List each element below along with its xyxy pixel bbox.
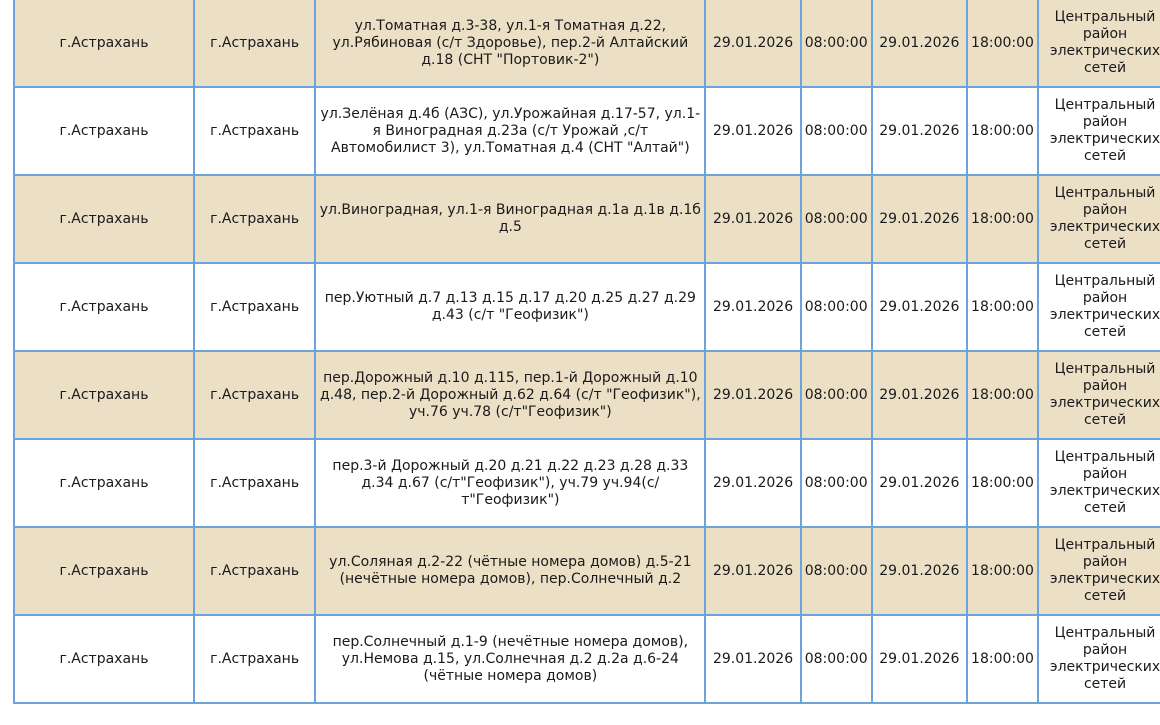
table-row bbox=[14, 263, 1160, 351]
city-cell: г.Астрахань bbox=[14, 0, 194, 87]
end-time-cell: 18:00:00 bbox=[967, 0, 1038, 87]
address-cell: пер.Дорожный д.10 д.115, пер.1-й Дорожный д.10 д.48, пер.2-й Дорожный д.62 д.64 (с/т "Геофизик"), уч.76 уч.78 (с/т"Геофизик") bbox=[315, 351, 705, 439]
address-cell: пер.3-й Дорожный д.20 д.21 д.22 д.23 д.28 д.33 д.34 д.67 (с/т"Геофизик"), уч.79 уч.94(с/т"Геофизик") bbox=[315, 439, 705, 527]
end-time-cell: 18:00:00 bbox=[967, 87, 1038, 175]
start-time-cell: 08:00:00 bbox=[801, 87, 872, 175]
end-time-cell: 18:00:00 bbox=[967, 351, 1038, 439]
address-cell: ул.Зелёная д.4б (АЗС), ул.Урожайная д.17-57, ул.1-я Виноградная д.23а (с/т Урожай ,с/т Автомобилист 3), ул.Томатная д.4 (СНТ "Алтай") bbox=[315, 87, 705, 175]
start-time-cell: 08:00:00 bbox=[801, 175, 872, 263]
start-date-cell: 29.01.2026 bbox=[705, 87, 800, 175]
start-date-cell: 29.01.2026 bbox=[705, 615, 800, 703]
start-time-cell: 08:00:00 bbox=[801, 527, 872, 615]
locality-cell: г.Астрахань bbox=[194, 263, 315, 351]
district-cell: Центральный район электрических сетей bbox=[1038, 263, 1160, 351]
start-date-cell: 29.01.2026 bbox=[705, 527, 800, 615]
district-cell: Центральный район электрических сетей bbox=[1038, 175, 1160, 263]
end-date-cell: 29.01.2026 bbox=[872, 0, 967, 87]
table-row bbox=[14, 439, 1160, 527]
start-time-cell: 08:00:00 bbox=[801, 615, 872, 703]
end-date-cell: 29.01.2026 bbox=[872, 175, 967, 263]
district-cell: Центральный район электрических сетей bbox=[1038, 87, 1160, 175]
table-row bbox=[14, 175, 1160, 263]
locality-cell: г.Астрахань bbox=[194, 0, 315, 87]
locality-cell: г.Астрахань bbox=[194, 351, 315, 439]
locality-cell: г.Астрахань bbox=[194, 175, 315, 263]
start-date-cell: 29.01.2026 bbox=[705, 175, 800, 263]
end-date-cell: 29.01.2026 bbox=[872, 439, 967, 527]
start-time-cell: 08:00:00 bbox=[801, 263, 872, 351]
end-time-cell: 18:00:00 bbox=[967, 263, 1038, 351]
address-cell: ул.Томатная д.3-38, ул.1-я Томатная д.22, ул.Рябиновая (с/т Здоровье), пер.2-й Алтайский д.18 (СНТ "Портовик-2") bbox=[315, 0, 705, 87]
end-date-cell: 29.01.2026 bbox=[872, 263, 967, 351]
table-row bbox=[14, 0, 1160, 87]
district-cell: Центральный район электрических сетей bbox=[1038, 0, 1160, 87]
start-time-cell: 08:00:00 bbox=[801, 0, 872, 87]
table-row bbox=[14, 351, 1160, 439]
start-time-cell: 08:00:00 bbox=[801, 439, 872, 527]
city-cell: г.Астрахань bbox=[14, 351, 194, 439]
address-cell: ул.Виноградная, ул.1-я Виноградная д.1а д.1в д.1б д.5 bbox=[315, 175, 705, 263]
locality-cell: г.Астрахань bbox=[194, 615, 315, 703]
city-cell: г.Астрахань bbox=[14, 175, 194, 263]
end-time-cell: 18:00:00 bbox=[967, 527, 1038, 615]
locality-cell: г.Астрахань bbox=[194, 439, 315, 527]
outage-schedule-table bbox=[13, 0, 1160, 704]
city-cell: г.Астрахань bbox=[14, 527, 194, 615]
city-cell: г.Астрахань bbox=[14, 263, 194, 351]
city-cell: г.Астрахань bbox=[14, 439, 194, 527]
address-cell: пер.Солнечный д.1-9 (нечётные номера домов), ул.Немова д.15, ул.Солнечная д.2 д.2а д.6-24 (чётные номера домов) bbox=[315, 615, 705, 703]
district-cell: Центральный район электрических сетей bbox=[1038, 439, 1160, 527]
end-time-cell: 18:00:00 bbox=[967, 439, 1038, 527]
end-time-cell: 18:00:00 bbox=[967, 175, 1038, 263]
table-row bbox=[14, 615, 1160, 703]
city-cell: г.Астрахань bbox=[14, 87, 194, 175]
start-date-cell: 29.01.2026 bbox=[705, 0, 800, 87]
address-cell: пер.Уютный д.7 д.13 д.15 д.17 д.20 д.25 д.27 д.29 д.43 (с/т "Геофизик") bbox=[315, 263, 705, 351]
table-row bbox=[14, 527, 1160, 615]
end-time-cell: 18:00:00 bbox=[967, 615, 1038, 703]
end-date-cell: 29.01.2026 bbox=[872, 615, 967, 703]
start-date-cell: 29.01.2026 bbox=[705, 439, 800, 527]
table-row bbox=[14, 87, 1160, 175]
end-date-cell: 29.01.2026 bbox=[872, 351, 967, 439]
district-cell: Центральный район электрических сетей bbox=[1038, 351, 1160, 439]
start-date-cell: 29.01.2026 bbox=[705, 263, 800, 351]
district-cell: Центральный район электрических сетей bbox=[1038, 615, 1160, 703]
locality-cell: г.Астрахань bbox=[194, 527, 315, 615]
start-date-cell: 29.01.2026 bbox=[705, 351, 800, 439]
city-cell: г.Астрахань bbox=[14, 615, 194, 703]
address-cell: ул.Соляная д.2-22 (чётные номера домов) д.5-21 (нечётные номера домов), пер.Солнечный д.2 bbox=[315, 527, 705, 615]
locality-cell: г.Астрахань bbox=[194, 87, 315, 175]
district-cell: Центральный район электрических сетей bbox=[1038, 527, 1160, 615]
end-date-cell: 29.01.2026 bbox=[872, 87, 967, 175]
start-time-cell: 08:00:00 bbox=[801, 351, 872, 439]
end-date-cell: 29.01.2026 bbox=[872, 527, 967, 615]
